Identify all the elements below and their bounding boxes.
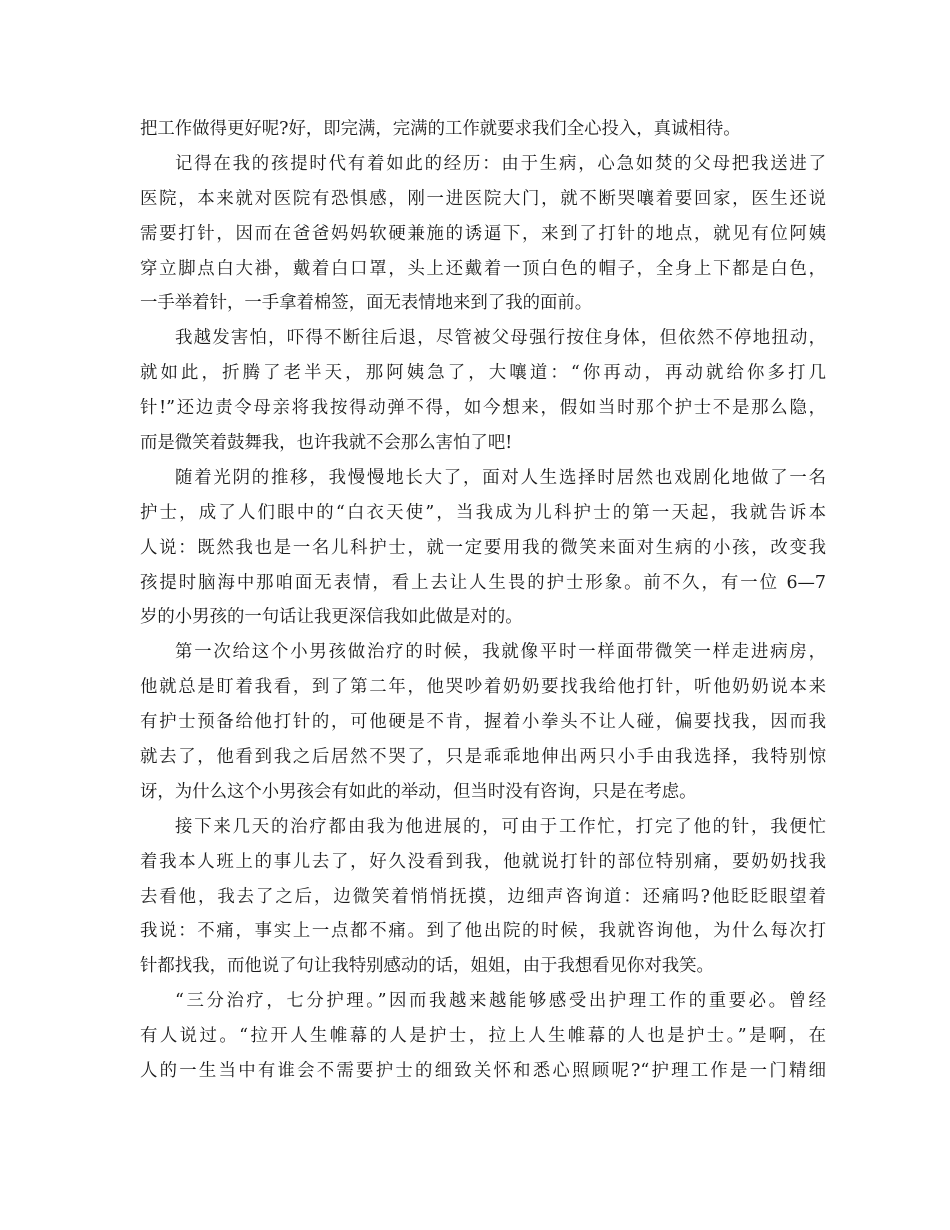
- text-line: 他就总是盯着我看，到了第二年，他哭吵着奶奶要找我给他打针，听他奶奶说本来: [140, 677, 826, 698]
- text-line: 护士，成了人们眼中的“白衣天使”，当我成为儿科护士的第一天起，我就告诉本: [140, 502, 826, 523]
- text-line: 讶，为什么这个小男孩会有如此的举动，但当时没有咨询，只是在考虑。: [140, 781, 697, 802]
- text-line: 我越发害怕，吓得不断往后退，尽管被父母强行按住身体，但依然不停地扭动，: [175, 328, 826, 349]
- text-line: “三分治疗，七分护理。”因而我越来越能够感受出护理工作的重要必。曾经: [175, 991, 826, 1012]
- text-line: 穿立脚点白大褂，戴着白口罩，头上还戴着一顶白色的帽子，全身上下都是白色，: [140, 258, 826, 279]
- text-line: 人说：既然我也是一名儿科护士，就一定要用我的微笑来面对生病的小孩，改变我: [140, 537, 826, 558]
- text-line: 需要打针，因而在爸爸妈妈软硬兼施的诱逼下，来到了打针的地点，就见有位阿姨: [140, 223, 826, 244]
- text-line: 着我本人班上的事儿去了，好久没看到我，他就说打针的部位特别痛，要奶奶找我: [140, 851, 826, 872]
- text-line: 针都找我，而他说了句让我特别感动的话，姐姐，由于我想看见你对我笑。: [140, 956, 714, 977]
- text-line: 接下来几天的治疗都由我为他进展的，可由于工作忙，打完了他的针，我便忙: [175, 816, 826, 837]
- text-line: 我说：不痛，事实上一点都不痛。到了他出院的时候，我就咨询他，为什么每次打: [140, 921, 826, 942]
- text-line: 医院，本来就对医院有恐惧感，刚一进医院大门，就不断哭嚷着要回家，医生还说: [140, 188, 826, 209]
- text-line: 人的一生当中有谁会不需要护士的细致关怀和悉心照顾呢?“护理工作是一门精细: [140, 1061, 826, 1082]
- document-page: [140, 112, 826, 1089]
- text-line: 随着光阴的推移，我慢慢地长大了，面对人生选择时居然也戏剧化地做了一名: [175, 467, 826, 488]
- text-line: 记得在我的孩提时代有着如此的经历：由于生病，心急如焚的父母把我送进了: [175, 153, 826, 174]
- text-line: 岁的小男孩的一句话让我更深信我如此做是对的。: [140, 607, 523, 628]
- text-line: 就去了，他看到我之后居然不哭了，只是乖乖地伸出两只小手由我选择，我特别惊: [140, 747, 826, 768]
- text-line: 一手举着针，一手拿着棉签，面无表情地来到了我的面前。: [140, 293, 593, 314]
- text-line: 有人说过。“拉开人生帷幕的人是护士，拉上人生帷幕的人也是护士。”是啊，在: [140, 1026, 826, 1047]
- text-line: 就如此，折腾了老半天，那阿姨急了，大嚷道：“你再动，再动就给你多打几: [140, 363, 826, 384]
- text-line: 针!”还边责令母亲将我按得动弹不得，如今想来，假如当时那个护士不是那么隐，: [140, 398, 826, 419]
- text-line: 去看他，我去了之后，边微笑着悄悄抚摸，边细声咨询道：还痛吗?他眨眨眼望着: [140, 886, 826, 907]
- text-line: 孩提时脑海中那咱面无表情，看上去让人生畏的护士形象。前不久，有一位 6—7: [140, 572, 826, 593]
- text-line: 第一次给这个小男孩做治疗的时候，我就像平时一样面带微笑一样走进病房，: [175, 642, 826, 663]
- text-line: 而是微笑着鼓舞我，也许我就不会那么害怕了吧!: [140, 433, 513, 454]
- text-line: 把工作做得更好呢?好，即完满，完满的工作就要求我们全心投入，真诚相待。: [140, 119, 741, 139]
- text-line: 有护士预备给他打针的，可他硬是不肯，握着小拳头不让人碰，偏要找我，因而我: [140, 712, 826, 733]
